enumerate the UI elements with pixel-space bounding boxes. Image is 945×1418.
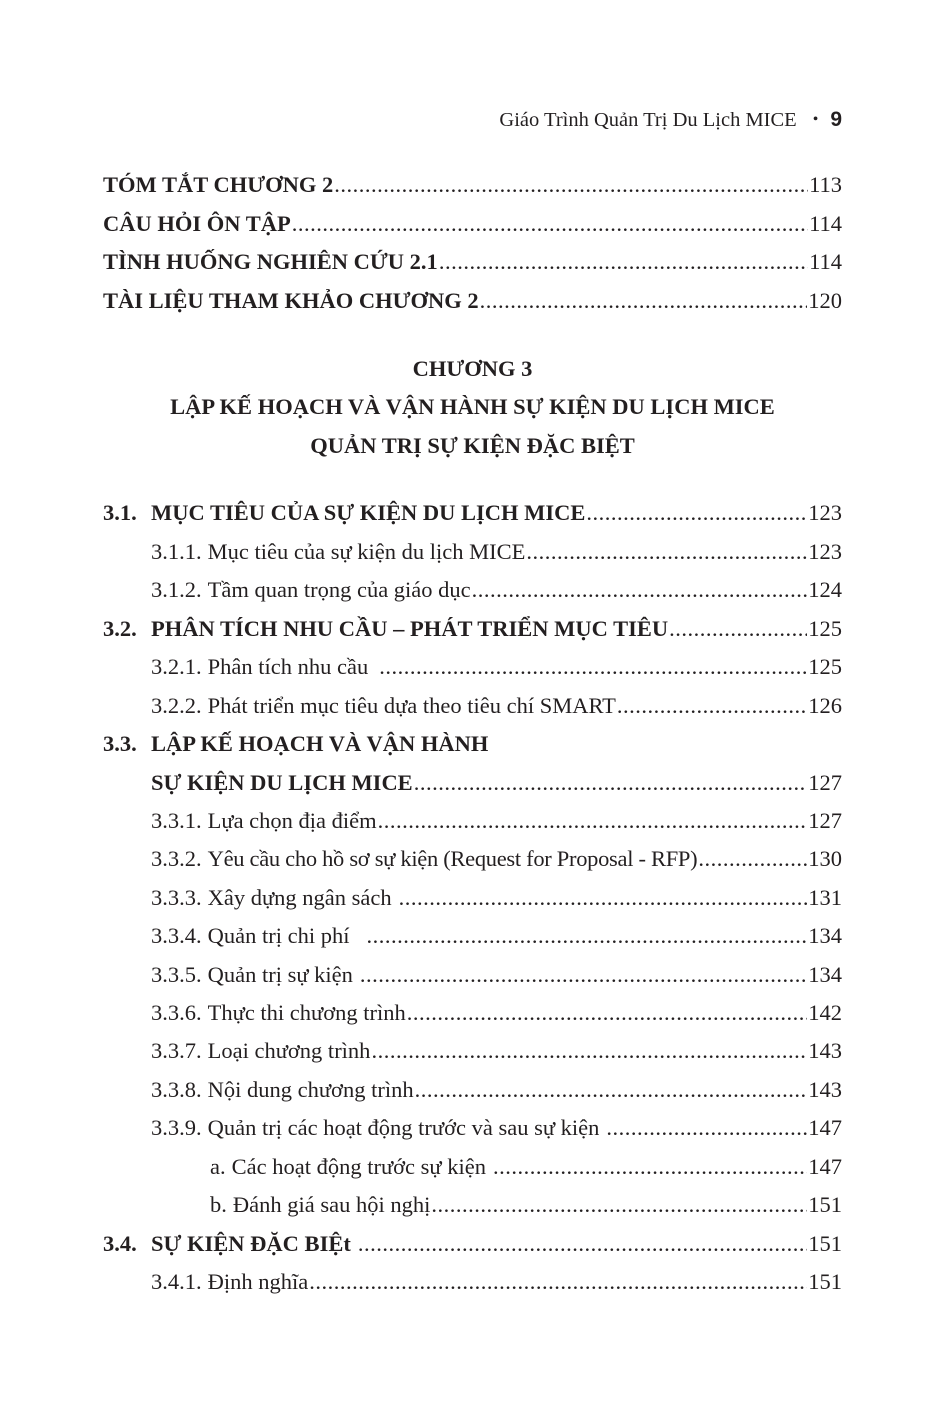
toc-entry-page: 147 (808, 1115, 842, 1140)
toc-entry-page: 114 (809, 249, 842, 274)
toc-subsection-3-4-1[interactable] (151, 1269, 842, 1299)
toc-entry-title: Các hoạt động trước sự kiện (231, 1154, 486, 1179)
toc-subsection-3-3-6[interactable] (151, 1000, 842, 1030)
toc-entry-review-questions[interactable] (103, 211, 842, 241)
toc-subsection-3-3-5[interactable] (151, 962, 842, 992)
toc-subsection-3-2-1[interactable] (151, 654, 842, 684)
toc-entry-page: 124 (808, 577, 842, 602)
toc-section-3-1[interactable] (103, 500, 842, 530)
toc-entry-case-study[interactable] (103, 249, 842, 279)
chapter-title-line1: LẬP KẾ HOẠCH VÀ VẬN HÀNH SỰ KIỆN DU LỊCH MICE (170, 394, 775, 419)
toc-entry-title: MỤC TIÊU CỦA SỰ KIỆN DU LỊCH MICE (151, 500, 586, 525)
dot-leader (399, 885, 808, 911)
dot-leader (292, 211, 808, 237)
toc-entry-title: Lựa chọn địa điểm (207, 808, 377, 833)
toc-entry-page: 143 (808, 1077, 842, 1102)
page-number: 9 (830, 108, 842, 131)
toc-entry-title-continued: SỰ KIỆN DU LỊCH MICE (151, 770, 413, 795)
toc-entry-number: a. (210, 1154, 226, 1179)
toc-entry-number: 3.4.1. (151, 1269, 202, 1294)
toc-entry-number: 3.2. (103, 616, 137, 641)
dot-leader (371, 1038, 807, 1064)
dot-leader (698, 846, 807, 872)
toc-entry-page: 114 (809, 211, 842, 236)
toc-section-3-4[interactable] (103, 1231, 842, 1261)
toc-entry-title: CÂU HỎI ÔN TẬP (103, 211, 291, 236)
toc-entry-title: SỰ KIỆN ĐẶC BIỆt (151, 1231, 351, 1256)
dot-leader (360, 962, 807, 988)
toc-subsection-3-1-1[interactable] (151, 539, 842, 569)
dot-leader (493, 1154, 807, 1180)
dot-leader (526, 539, 807, 565)
dot-leader (439, 249, 808, 275)
toc-entry-number: 3.1.2. (151, 577, 202, 602)
dot-leader (379, 654, 807, 680)
dot-leader (358, 1231, 807, 1257)
toc-section-3-3-continued[interactable] (151, 770, 842, 800)
toc-entry-title: Yêu cầu cho hồ sơ sự kiện (Request for Proposal - RFP) (207, 846, 698, 871)
dot-leader (617, 693, 807, 719)
toc-entry-title: Quản trị các hoạt động trước và sau sự kiện (207, 1115, 600, 1140)
toc-entry-chapter2-summary[interactable] (103, 172, 842, 202)
toc-entry-page: 125 (808, 616, 842, 641)
toc-entry-number: 3.3.7. (151, 1038, 202, 1063)
toc-entry-title: Loại chương trình (207, 1038, 371, 1063)
toc-entry-number: 3.3.4. (151, 923, 202, 948)
chapter-title-line2: QUẢN TRỊ SỰ KIỆN ĐẶC BIỆT (310, 433, 635, 458)
toc-entry-page: 151 (808, 1231, 842, 1256)
toc-entry-title: Định nghĩa (207, 1269, 309, 1294)
running-header (499, 108, 842, 132)
toc-section-3-3[interactable] (103, 731, 842, 761)
toc-entry-page: 142 (808, 1000, 842, 1025)
toc-section-3-2[interactable] (103, 616, 842, 646)
dot-leader (586, 500, 807, 526)
toc-entry-title: TÌNH HUỐNG NGHIÊN CỨU 2.1 (103, 249, 438, 274)
toc-entry-page: 125 (808, 654, 842, 679)
header-separator: • (812, 111, 819, 128)
dot-leader (414, 770, 808, 796)
toc-entry-page: 151 (808, 1269, 842, 1294)
toc-entry-page: 120 (808, 288, 842, 313)
dot-leader (480, 288, 808, 314)
toc-entry-page: 151 (808, 1192, 842, 1217)
toc-subsection-3-3-1[interactable] (151, 808, 842, 838)
toc-entry-title: PHÂN TÍCH NHU CẦU – PHÁT TRIỂN MỤC TIÊU (151, 616, 669, 641)
toc-entry-number: 3.1.1. (151, 539, 202, 564)
toc-entry-title: Phát triển mục tiêu dựa theo tiêu chí SMART (207, 693, 616, 718)
dot-leader (431, 1192, 807, 1218)
toc-entry-number: 3.3.9. (151, 1115, 202, 1140)
dot-leader (415, 1077, 808, 1103)
book-title: Giáo Trình Quản Trị Du Lịch MICE (499, 108, 797, 131)
toc-subsection-3-1-2[interactable] (151, 577, 842, 607)
toc-entry-title: TÓM TẮT CHƯƠNG 2 (103, 172, 334, 197)
dot-leader (309, 1269, 807, 1295)
toc-entry-page: 131 (808, 885, 842, 910)
dot-leader (472, 577, 808, 603)
chapter-label: CHƯƠNG 3 (412, 356, 533, 381)
dot-leader (407, 1000, 807, 1026)
toc-entry-number: 3.3.8. (151, 1077, 202, 1102)
toc-entry-number: 3.3.3. (151, 885, 202, 910)
toc-entry-page: 130 (808, 846, 842, 871)
toc-entry-page: 127 (808, 808, 842, 833)
toc-entry-title: Nội dung chương trình (207, 1077, 414, 1102)
toc-subsection-3-3-7[interactable] (151, 1038, 842, 1068)
dot-leader (378, 808, 808, 834)
toc-entry-title: Tầm quan trọng của giáo dục (207, 577, 471, 602)
toc-subsection-3-3-2[interactable] (151, 846, 842, 876)
dot-leader (334, 172, 808, 198)
toc-subsection-3-2-2[interactable] (151, 693, 842, 723)
toc-entry-page: 113 (809, 172, 842, 197)
dot-leader (366, 923, 807, 949)
toc-subsection-3-3-8[interactable] (151, 1077, 842, 1107)
dot-leader (606, 1115, 807, 1141)
toc-item-a-pre-event[interactable] (210, 1154, 842, 1184)
toc-entry-title: LẬP KẾ HOẠCH VÀ VẬN HÀNH (151, 731, 489, 756)
toc-subsection-3-3-4[interactable] (151, 923, 842, 953)
toc-entry-title: Xây dựng ngân sách (207, 885, 392, 910)
toc-entry-page: 127 (808, 770, 842, 795)
toc-entry-page: 134 (808, 962, 842, 987)
toc-entry-number: 3.4. (103, 1231, 137, 1256)
toc-entry-page: 143 (808, 1038, 842, 1063)
toc-entry-title: Thực thi chương trình (207, 1000, 406, 1025)
toc-entry-page: 123 (808, 500, 842, 525)
toc-entry-number: b. (210, 1192, 227, 1217)
toc-entry-page: 134 (808, 923, 842, 948)
toc-entry-number: 3.3.2. (151, 846, 202, 871)
toc-entry-page: 126 (808, 693, 842, 718)
toc-entry-number: 3.1. (103, 500, 137, 525)
toc-entry-number: 3.3.5. (151, 962, 202, 987)
dot-leader (669, 616, 807, 642)
toc-entry-title: Mục tiêu của sự kiện du lịch MICE (207, 539, 526, 564)
toc-entry-number: 3.3.6. (151, 1000, 202, 1025)
toc-subsection-3-3-3[interactable] (151, 885, 842, 915)
toc-entry-number: 3.2.1. (151, 654, 202, 679)
toc-entry-references[interactable] (103, 288, 842, 318)
toc-entry-page: 123 (808, 539, 842, 564)
toc-entry-page: 147 (808, 1154, 842, 1179)
toc-entry-number: 3.2.2. (151, 693, 202, 718)
toc-entry-title: Phân tích nhu cầu (207, 654, 369, 679)
toc-item-b-post-conference[interactable] (210, 1192, 842, 1222)
toc-entry-number: 3.3.1. (151, 808, 202, 833)
toc-entry-number: 3.3. (103, 731, 137, 756)
toc-entry-title: Quản trị sự kiện (207, 962, 353, 987)
toc-entry-title: Quản trị chi phí (207, 923, 350, 948)
toc-subsection-3-3-9[interactable] (151, 1115, 842, 1145)
toc-entry-title: TÀI LIỆU THAM KHẢO CHƯƠNG 2 (103, 288, 479, 313)
toc-entry-title: Đánh giá sau hội nghị (232, 1192, 431, 1217)
